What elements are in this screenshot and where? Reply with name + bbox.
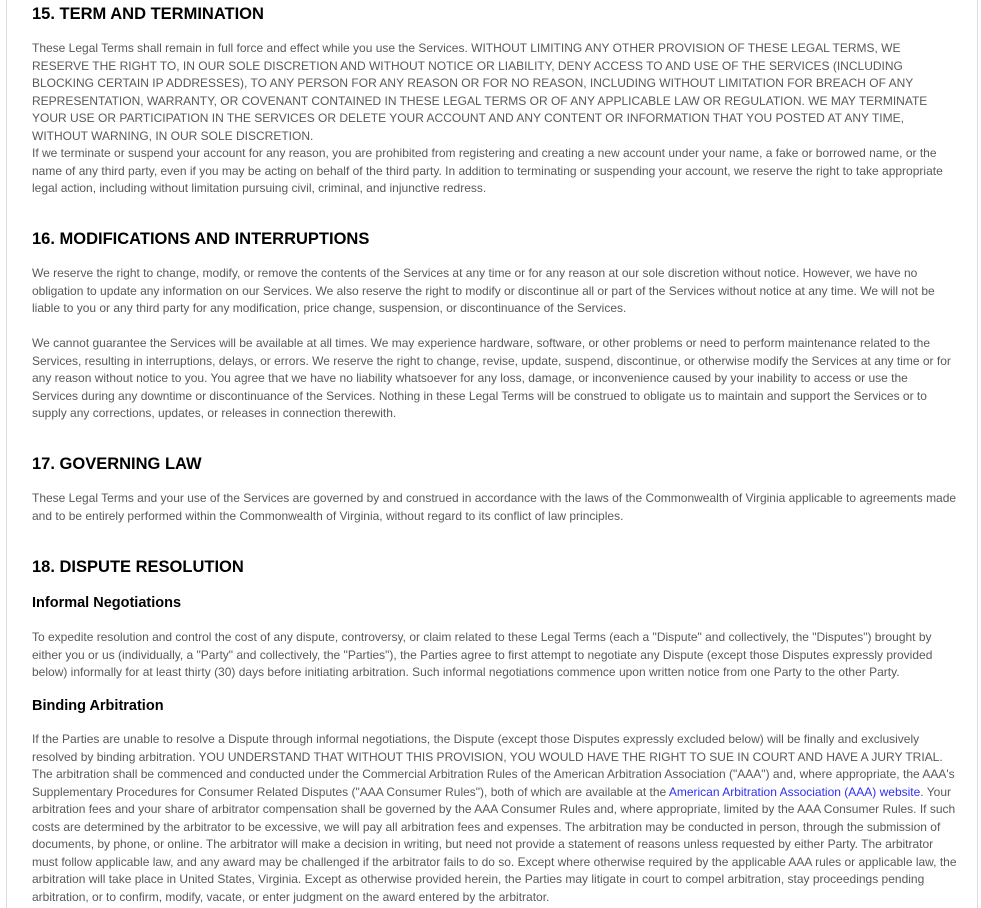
binding-arbitration-text-start: If the Parties are unable to resolve a Dispute through informal negotiations, the Dispute (except those Disputes expressly excluded below) will be finally and exclusively resolved by binding arbitration. YOU UNDERSTAND THAT WITHOUT THIS PROVISION, YOU WOULD HAVE THE RIGHT TO SUE IN COURT AND HAVE A JURY TRIAL. The arbitration shall be commenced and conducted under the Commercial Arbitration Rules of the American Arbitration Association ("AAA") and, where appropriate, the AAA's Supplementary Procedures for Consumer Related Disputes ("AAA Consumer Rules"), both of which are available at the [32,732,955,799]
section-title-governing-law: 17. GOVERNING LAW [32,455,202,473]
informal-negotiations-heading: Informal Negotiations [32,595,182,611]
section-title-dispute-resolution: 18. DISPUTE RESOLUTION [32,558,244,576]
section-15-paragraph-1: These Legal Terms shall remain in full force and effect while you use the Services. WITHOUT LIMITING ANY OTHER PROVISION OF THESE LEGAL TERMS, WE RESERVE THE RIGHT TO, IN OUR SOLE DISCRETION AND WITHOUT NOTICE OR LIABILITY, DENY ACCESS TO AND USE OF THE SERVICES (INCLUDING BLOCKING CERTAIN IP ADDRESSES), TO ANY PERSON FOR ANY REASON OR FOR NO REASON, INCLUDING WITHOUT LIMITATION FOR BREACH OF ANY REPRESENTATION, WARRANTY, OR COVENANT CONTAINED IN THESE LEGAL TERMS OR OF ANY APPLICABLE LAW OR REGULATION. WE MAY TERMINATE YOUR USE OR PARTICIPATION IN THE SERVICES OR DELETE YOUR ACCOUNT AND ANY CONTENT OR INFORMATION THAT YOU POSTED AT ANY TIME, WITHOUT WARNING, IN OUR SOLE DISCRETION. [32,41,928,143]
informal-negotiations-paragraph: To expedite resolution and control the cost of any dispute, controversy, or claim related to these Legal Terms (each a "Dispute" and collectively, the "Disputes") brought by either you or us (individually, a "Party" and collectively, the "Parties"), the Parties agree to first attempt to negotiate any Dispute (except those Disputes expressly provided below) informally for at least thirty (30) days before initiating arbitration. Such informal negotiations commence upon written notice from one Party to the other Party. [32,630,933,679]
section-16-paragraph-1: We reserve the right to change, modify, or remove the contents of the Services at any time or for any reason at our sole discretion without notice. However, we have no obligation to update any information on our Services. We also reserve the right to modify or discontinue all or part of the Services without notice at any time. We will not be liable to you or any third party for any modification, price change, suspension, or discontinuance of the Services. [32,266,935,315]
binding-arbitration-text-end: . Your arbitration fees and your share of arbitrator compensation shall be governed by the AAA Consumer Rules and, where appropriate, limited by the AAA Consumer Rules. If such costs are determined by the arbitrator to be excessive, we will pay all arbitration fees and expenses. The arbitration may be conducted in person, through the submission of documents, by phone, or online. The arbitrator will make a decision in writing, but need not provide a statement of reasons unless requested by either Party. The arbitrator must follow applicable law, and any award may be challenged if the arbitrator fails to do so. Except where otherwise required by the applicable AAA rules or applicable law, the arbitration will take place in United States, Virginia. Except as otherwise provided herein, the Parties may litigate in court to compel arbitration, stay proceedings pending arbitration, or to confirm, modify, vacate, or enter judgment on the award entered by the arbitrator. [32,784,957,904]
section-title-modifications: 16. MODIFICATIONS AND INTERRUPTIONS [32,230,370,248]
section-title-term-termination: 15. TERM AND TERMINATION [32,5,264,23]
aaa-website-link[interactable]: American Arbitration Association (AAA) website [668,784,921,799]
binding-arbitration-paragraph [32,731,957,906]
binding-arbitration-heading: Binding Arbitration [32,698,164,714]
section-15-paragraph-2: If we terminate or suspend your account for any reason, you are prohibited from registering and creating a new account under your name, a fake or borrowed name, or the name of any third party, even if you may be acting on behalf of the third party. In addition to terminating or suspending your account, we reserve the right to take appropriate legal action, including without limitation pursuing civil, criminal, and injunctive redress. [32,146,943,195]
section-16-paragraph-2: We cannot guarantee the Services will be available at all times. We may experience hardware, software, or other problems or need to perform maintenance related to the Services, resulting in interruptions, delays, or errors. We reserve the right to change, revise, update, suspend, discontinue, or otherwise modify the Services at any time or for any reason without notice to you. You agree that we have no liability whatsoever for any loss, damage, or inconvenience caused by your inability to access or use the Services during any downtime or discontinuance of the Services. Nothing in these Legal Terms will be construed to obligate us to maintain and support the Services or to supply any corrections, updates, or releases in connection therewith. [32,336,951,420]
section-17-paragraph-1: These Legal Terms and your use of the Services are governed by and construed in accordance with the laws of the Commonwealth of Virginia applicable to agreements made and to be entirely performed within the Commonwealth of Virginia, without regard to its conflict of law principles. [32,491,957,523]
